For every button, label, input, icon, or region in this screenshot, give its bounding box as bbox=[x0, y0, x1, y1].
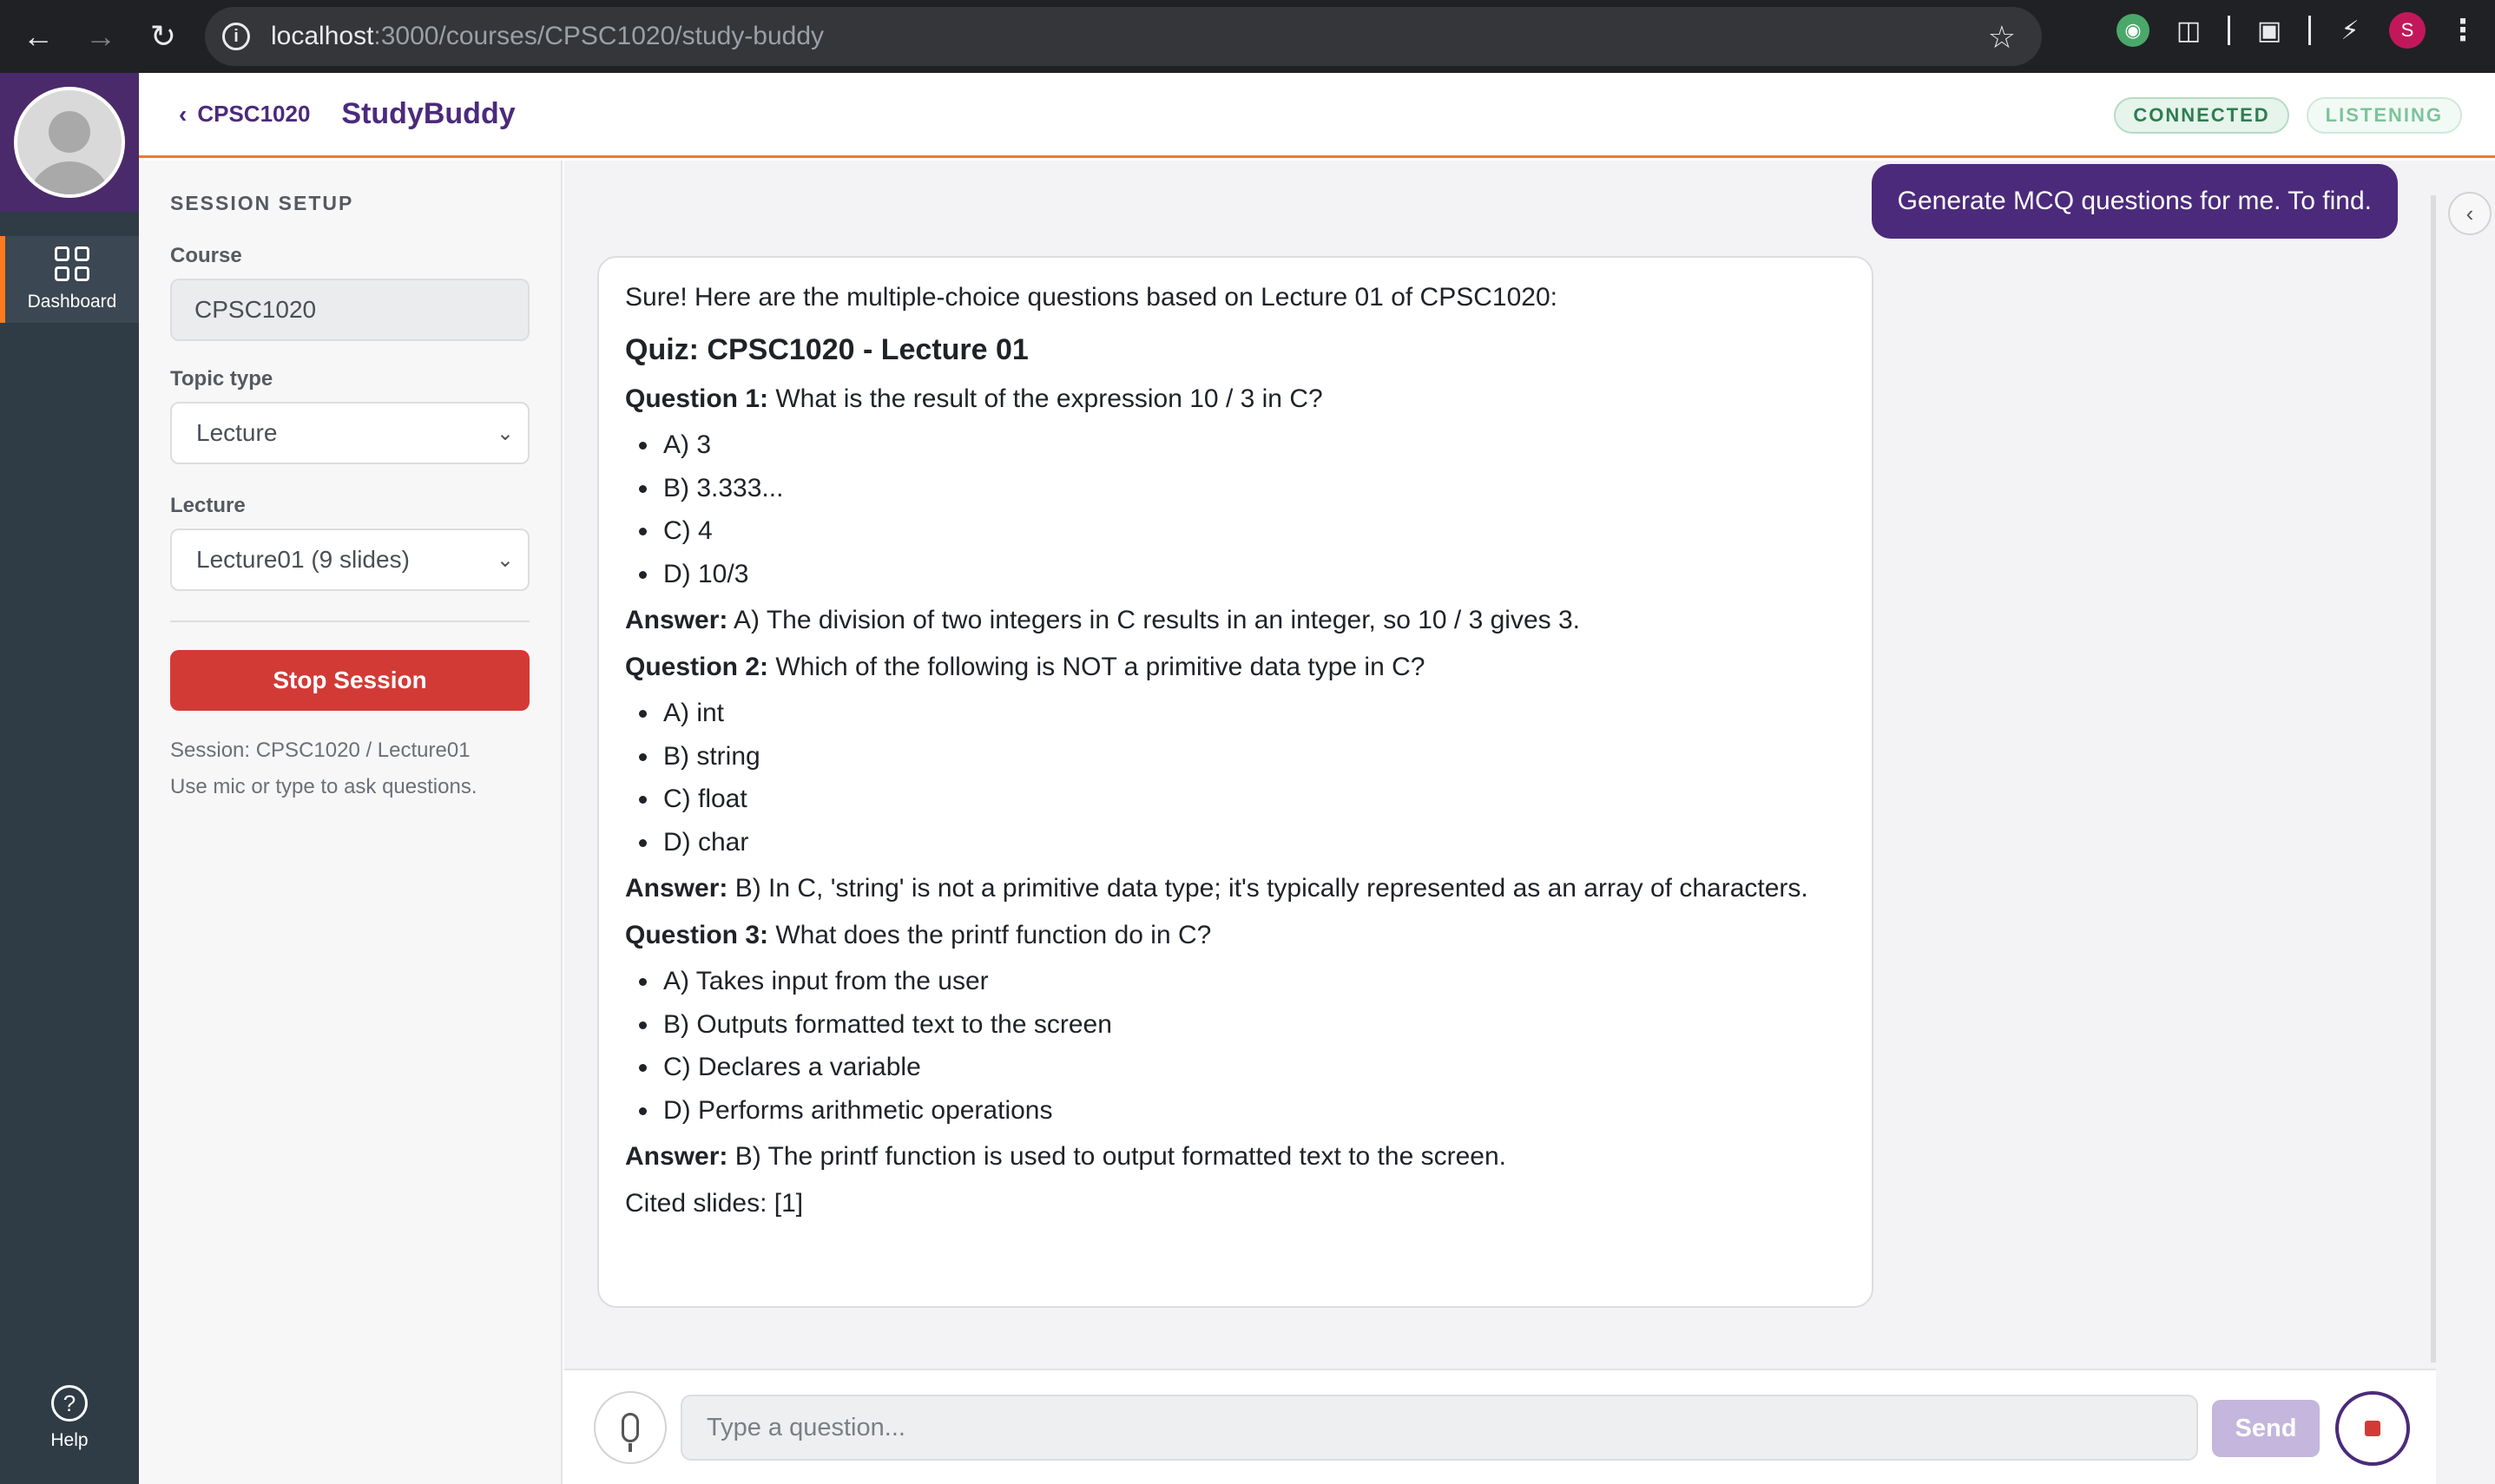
lecture-select[interactable] bbox=[170, 529, 530, 591]
quiz-title: Quiz: CPSC1020 - Lecture 01 bbox=[625, 332, 1029, 366]
assistant-message-bubble bbox=[597, 256, 1873, 1308]
toolbar-separator bbox=[2308, 16, 2311, 45]
question-text: Question 3: What does the printf function do in C? bbox=[625, 920, 1212, 949]
nav-item-dashboard[interactable] bbox=[0, 236, 139, 323]
url-text[interactable]: localhost:3000/courses/CPSC1020/study-buddy bbox=[271, 22, 825, 50]
stop-session-button[interactable]: Stop Session bbox=[170, 650, 530, 711]
browser-toolbar bbox=[0, 0, 2495, 73]
cited-slides: Cited slides: [1] bbox=[625, 1188, 804, 1218]
topic-type-label: Topic type bbox=[170, 367, 273, 391]
session-hint: Use mic or type to ask questions. bbox=[170, 775, 477, 798]
list-item: • A) int bbox=[660, 694, 1846, 732]
app-header bbox=[139, 73, 2495, 158]
profile-avatar[interactable]: S bbox=[2389, 12, 2426, 49]
user-avatar-area bbox=[0, 73, 139, 212]
list-item: • A) Takes input from the user bbox=[660, 962, 1846, 1001]
user-message-bubble: Generate MCQ questions for me. To find. bbox=[1872, 164, 2398, 239]
option-list bbox=[660, 694, 1846, 861]
extensions-puzzle-icon[interactable]: ◫ bbox=[2176, 16, 2202, 45]
dashboard-grid-icon bbox=[55, 246, 89, 281]
question-text: Question 1: What is the result of the expression 10 / 3 in C? bbox=[625, 384, 1323, 413]
lecture-value: Lecture01 (9 slides) bbox=[196, 546, 410, 573]
option-list bbox=[660, 426, 1846, 593]
topic-type-value: Lecture bbox=[196, 419, 278, 446]
list-item: • D) 10/3 bbox=[660, 555, 1846, 594]
question-input[interactable] bbox=[681, 1395, 2198, 1461]
chat-area[interactable] bbox=[564, 161, 2436, 1369]
forward-arrow-icon[interactable]: → bbox=[85, 18, 116, 54]
assistant-intro: Sure! Here are the multiple-choice questions based on Lecture 01 of CPSC1020: bbox=[625, 283, 1557, 312]
help-question-icon: ? bbox=[51, 1385, 88, 1422]
course-label: Course bbox=[170, 244, 242, 267]
answer-text: Answer: B) The printf function is used to output formatted text to the screen. bbox=[625, 1142, 1506, 1172]
list-item: • B) Outputs formatted text to the screen bbox=[660, 1006, 1846, 1044]
back-to-course-link[interactable] bbox=[179, 101, 310, 128]
list-item: • A) 3 bbox=[660, 426, 1846, 464]
list-item: • D) char bbox=[660, 824, 1846, 862]
page-title: StudyBuddy bbox=[341, 97, 516, 130]
question-text: Question 2: Which of the following is NOT a primitive data type in C? bbox=[625, 652, 1425, 681]
status-badge-listening: LISTENING bbox=[2307, 97, 2462, 134]
nav-item-label: Dashboard bbox=[27, 292, 117, 312]
topic-type-select[interactable] bbox=[170, 402, 530, 464]
list-item: • C) 4 bbox=[660, 512, 1846, 550]
right-rail bbox=[2436, 161, 2495, 1484]
chevron-left-icon[interactable]: ‹ bbox=[2448, 192, 2492, 235]
site-info-icon[interactable]: i bbox=[222, 23, 250, 50]
microphone-icon bbox=[622, 1413, 639, 1442]
list-item: • B) 3.333... bbox=[660, 469, 1846, 508]
chevron-down-icon: ⌄ bbox=[496, 548, 514, 572]
bookmark-star-icon[interactable]: ☆ bbox=[1987, 19, 2016, 55]
list-item: • C) Declares a variable bbox=[660, 1048, 1846, 1087]
nav-item-label: Help bbox=[50, 1430, 89, 1450]
toolbar-separator bbox=[2228, 16, 2230, 45]
status-badge-connected: CONNECTED bbox=[2114, 97, 2288, 134]
session-info: Session: CPSC1020 / Lecture01 bbox=[170, 739, 471, 762]
send-button[interactable]: Send bbox=[2212, 1400, 2320, 1457]
lecture-label: Lecture bbox=[170, 494, 246, 517]
message-input-bar bbox=[564, 1369, 2436, 1484]
list-item: • D) Performs arithmetic operations bbox=[660, 1092, 1846, 1130]
back-link-label: CPSC1020 bbox=[197, 101, 311, 127]
section-title: SESSION SETUP bbox=[170, 192, 354, 214]
nav-item-help[interactable] bbox=[0, 1375, 139, 1461]
back-arrow-icon[interactable]: ← bbox=[23, 18, 54, 54]
divider bbox=[170, 621, 530, 622]
browser-menu-icon[interactable]: ⋮ bbox=[2448, 14, 2478, 47]
list-item: • C) float bbox=[660, 780, 1846, 818]
answer-text: Answer: B) In C, 'string' is not a primitive data type; it's typically represented as an array of characters. bbox=[625, 874, 1808, 903]
stop-recording-button[interactable] bbox=[2335, 1391, 2410, 1466]
answer-text: Answer: A) The division of two integers in C results in an integer, so 10 / 3 gives 3. bbox=[625, 606, 1580, 635]
extension-robot-icon[interactable]: ◉ bbox=[2116, 14, 2149, 47]
mic-button[interactable] bbox=[594, 1391, 667, 1464]
address-bar[interactable] bbox=[205, 7, 2042, 66]
performance-icon[interactable]: ⚡ bbox=[2340, 16, 2360, 45]
stop-square-icon bbox=[2365, 1421, 2380, 1436]
tab-search-icon[interactable]: ▣ bbox=[2256, 16, 2282, 45]
left-navigation bbox=[0, 73, 139, 1484]
option-list bbox=[660, 962, 1846, 1129]
user-avatar[interactable] bbox=[14, 87, 125, 198]
course-field[interactable]: CPSC1020 bbox=[170, 279, 530, 341]
reload-icon[interactable]: ↻ bbox=[149, 18, 177, 54]
session-setup-panel bbox=[139, 161, 563, 1484]
chevron-down-icon: ⌄ bbox=[496, 422, 514, 445]
list-item: • B) string bbox=[660, 738, 1846, 776]
chevron-left-icon: ‹ bbox=[179, 100, 188, 128]
